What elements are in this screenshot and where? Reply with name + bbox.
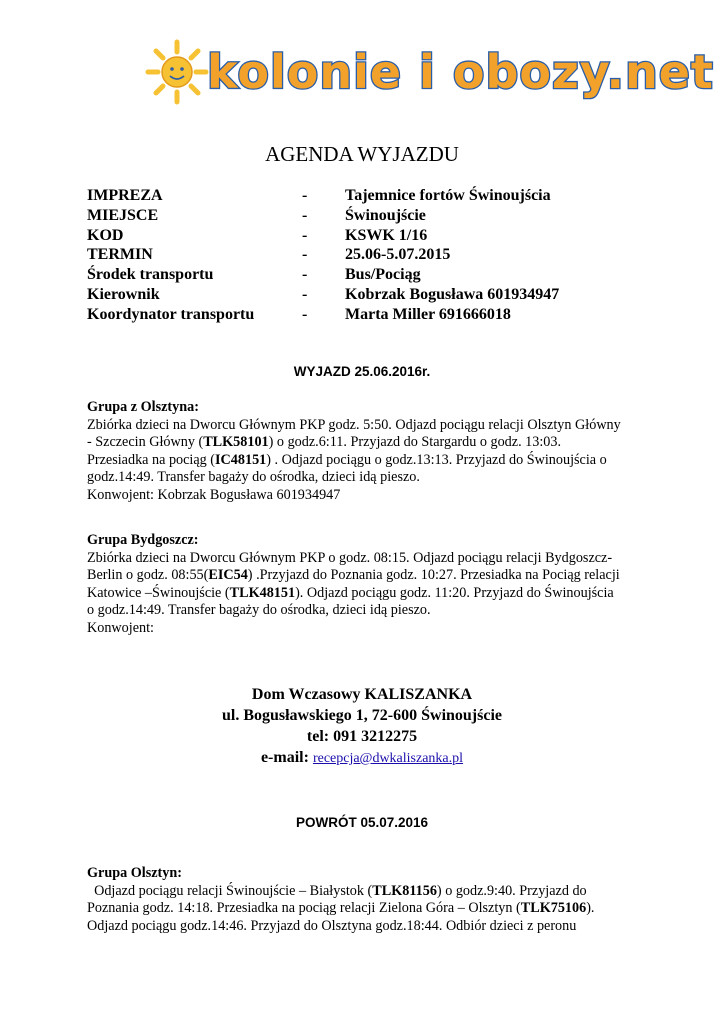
info-dash: -: [302, 305, 308, 323]
text-fragment: ) o godz.6:11. Przyjazd do Stargardu o godz. 13:03.: [268, 434, 562, 451]
group-title: Grupa Olsztyn:: [87, 865, 182, 881]
text-fragment: Poznania godz. 14:18. Przesiadka na pociąg relacji Zielona Góra – Olsztyn (: [87, 900, 521, 917]
hotel-name: Dom Wczasowy KALISZANKA: [251, 686, 473, 703]
info-value: 25.06-5.07.2015: [345, 246, 451, 264]
group-text-line: [87, 900, 647, 918]
group-text-line: godz.14:49. Transfer bagaży do ośrodka, dzieci idą pieszo.: [87, 469, 420, 486]
escort-line: Konwojent: Kobrzak Bogusława 601934947: [87, 486, 341, 503]
info-dash: -: [302, 266, 308, 284]
page-title: AGENDA WYJAZDU: [265, 142, 459, 166]
departure-heading: WYJAZD 25.06.2016r.: [293, 364, 431, 379]
text-fragment: Katowice –Świnoujście (: [87, 584, 230, 601]
hotel-address: ul. Bogusławskiego 1, 72-600 Świnoujście: [221, 707, 503, 724]
group-olsztyn-return: [87, 865, 647, 935]
return-heading: POWRÓT 05.07.2016: [295, 815, 429, 830]
info-dash: -: [302, 206, 308, 224]
group-title: Grupa z Olsztyna:: [87, 399, 199, 415]
info-label: Koordynator transportu: [87, 305, 255, 323]
info-dash: -: [302, 226, 308, 244]
logo-text: kolonie i obozy.net: [207, 45, 714, 99]
info-label: Kierownik: [87, 285, 160, 303]
email-link[interactable]: recepcja@dwkaliszanka.pl: [312, 751, 464, 766]
train-number: TLK81156: [372, 882, 437, 899]
text-fragment: ) o godz.9:40. Przyjazd do: [436, 882, 587, 899]
group-text-line: Odjazd pociągu godz.14:46. Przyjazd do Olsztyna godz.18:44. Odbiór dzieci z peronu: [87, 917, 577, 934]
sun-icon: [148, 42, 206, 102]
text-fragment: Przesiadka na pociąg (: [87, 451, 216, 468]
info-value: Marta Miller 691666018: [345, 305, 511, 323]
text-fragment: ).: [586, 900, 595, 917]
group-text-line: [87, 585, 647, 603]
info-value: Świnoujście: [345, 206, 426, 224]
train-number: EIC54: [208, 567, 248, 584]
group-text-line: Zbiórka dzieci na Dworcu Głównym PKP o godz. 08:15. Odjazd pociągu relacji Bydgoszcz-: [87, 549, 613, 566]
group-text-line: [87, 434, 647, 452]
group-text-line: [87, 567, 647, 585]
group-text-line: o godz.14:49. Transfer bagaży do ośrodka, dzieci idą pieszo.: [87, 602, 431, 619]
group-text-line: Zbiórka dzieci na Dworcu Głównym PKP godz. 5:50. Odjazd pociągu relacji Olsztyn Główny: [87, 416, 621, 433]
info-value: Kobrzak Bogusława 601934947: [345, 285, 560, 303]
train-number: TLK75106: [520, 900, 587, 917]
text-fragment: ) .Przyjazd do Poznania godz. 10:27. Przesiadka na Pociąg relacji: [247, 567, 620, 584]
info-dash: -: [302, 285, 308, 303]
info-label: TERMIN: [87, 246, 153, 264]
info-value: KSWK 1/16: [345, 226, 428, 244]
escort-line: Konwojent:: [87, 619, 154, 636]
kolonie-obozy-logo: [145, 38, 714, 108]
train-number: IC48151: [215, 451, 267, 468]
text-fragment: Odjazd pociągu relacji Świnoujście – Białystok (: [87, 882, 373, 899]
info-label: KOD: [87, 226, 124, 244]
text-fragment: ). Odjazd pociągu godz. 11:20. Przyjazd do Świnoujścia: [295, 584, 614, 601]
group-olsztyn-departure: [87, 399, 647, 505]
train-number: TLK48151: [229, 584, 296, 601]
info-dash: -: [302, 246, 308, 264]
group-title: Grupa Bydgoszcz:: [87, 532, 199, 548]
email-label: e-mail:: [260, 749, 313, 766]
hotel-email-line: [0, 747, 724, 769]
info-value: Tajemnice fortów Świnoujścia: [345, 187, 551, 204]
info-label: IMPREZA: [87, 187, 163, 204]
train-number: TLK58101: [203, 434, 269, 451]
text-fragment: Berlin o godz. 08:55(: [87, 567, 209, 584]
text-fragment: ) . Odjazd pociągu o godz.13:13. Przyjazd do Świnoujścia o: [266, 451, 607, 468]
group-text-line: [87, 452, 647, 470]
group-bydgoszcz: [87, 532, 647, 638]
hotel-contact-block: [0, 684, 724, 769]
hotel-phone: tel: 091 3212275: [306, 728, 418, 745]
text-fragment: - Szczecin Główny (: [87, 434, 204, 451]
info-label: MIEJSCE: [87, 206, 159, 224]
info-dash: -: [302, 187, 308, 204]
info-label: Środek transportu: [87, 266, 214, 284]
info-value: Bus/Pociąg: [345, 266, 421, 284]
logo-graphic: [145, 38, 714, 108]
group-text-line: [87, 883, 647, 901]
